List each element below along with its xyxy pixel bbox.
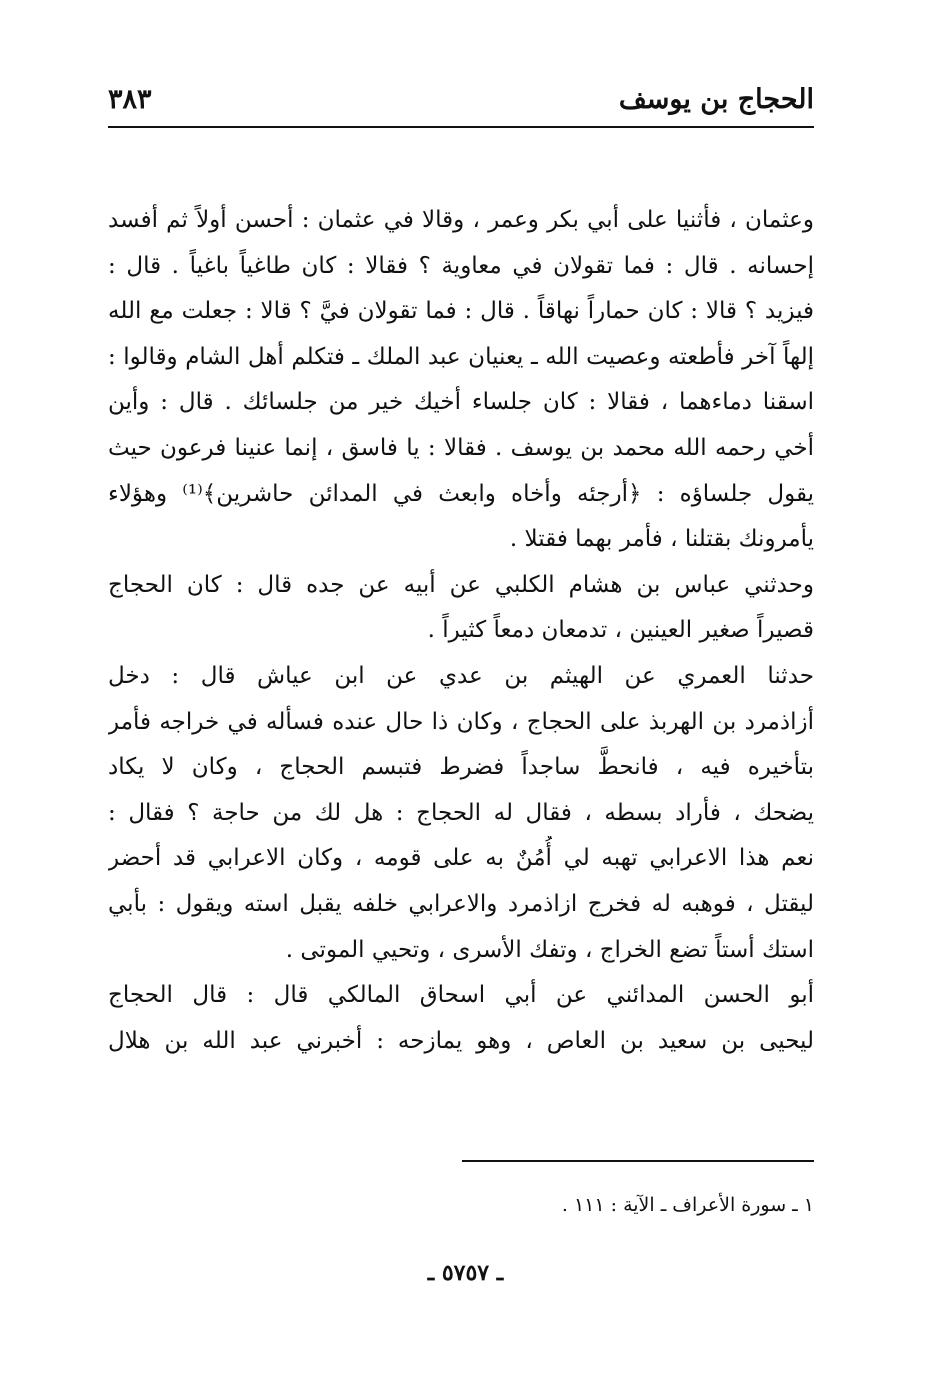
footnote: ١ ـ سورة الأعراف ـ الآية : ١١١ .: [561, 1194, 814, 1216]
text-line: استك أستاً تضع الخراج ، وتفك الأسرى ، وتحيي الموتى .: [285, 936, 814, 963]
header-rule: [108, 126, 814, 128]
running-header: [108, 78, 814, 124]
text-line: قصيراً صغير العينين ، تدمعان دمعاً كثيراً .: [427, 617, 814, 644]
text-line: وعثمان ، فأثنيا على أبي بكر وعمر ، وقالا في عثمان : أحسن أولاً ثم أفسد: [108, 207, 814, 233]
text-line: وحدثني عباس بن هشام الكلبي عن أبيه عن جده قال : كان الحجاج: [108, 571, 814, 598]
text-line: يأمرونك بقتلنا ، فأمر بهما فقتلا .: [509, 526, 814, 553]
folio-number: ـ ٥٧٥٧ ـ: [427, 1260, 504, 1286]
text-line: أبو الحسن المدائني عن أبي اسحاق المالكي قال : قال الحجاج: [108, 982, 814, 1009]
text-line: أخي رحمه الله محمد بن يوسف . فقالا : يا فاسق ، إنما عنينا فرعون حيث: [108, 434, 814, 461]
footnote-rule: [462, 1160, 814, 1162]
text-line: ليحيى بن سعيد بن العاص ، وهو يمازحه : أخبرني عبد الله بن هلال: [108, 1027, 814, 1054]
text-line: ليقتل ، فوهبه له فخرج ازاذمرد والاعرابي خلفه يقبل استه ويقول : بأبي: [108, 890, 814, 917]
text-line: يقول جلساؤه : ﴿أرجئه وأخاه وابعث في المدائن حاشرين﴾⁽¹⁾ وهؤلاء: [108, 480, 814, 507]
header-title: الحجاج بن يوسف: [618, 84, 814, 115]
text-line: فيزيد ؟ قالا : كان حماراً نهاقاً . قال : فما تقولان فيَّ ؟ قالا : جعلت مع الله: [108, 298, 814, 325]
text-line: إحسانه . قال : فما تقولان في معاوية ؟ فقالا : كان طاغياً باغياً . قال :: [108, 252, 814, 279]
text-line: نعم هذا الاعرابي تهبه لي أُمُنٌ به على قومه ، وكان الاعرابي قد أحضر: [108, 845, 814, 872]
text-line: إلهاً آخر فأطعته وعصيت الله ـ يعنيان عبد الملك ـ فتكلم أهل الشام وقالوا :: [108, 343, 814, 370]
text-line: بتأخيره فيه ، فانحطَّ ساجداً فضرط فتبسم الحجاج ، وكان لا يكاد: [108, 754, 814, 781]
text-line: يضحك ، فأراد بسطه ، فقال له الحجاج : هل لك من حاجة ؟ فقال :: [108, 799, 814, 826]
main-text: [108, 198, 814, 1064]
text-line: حدثنا العمري عن الهيثم بن عدي عن ابن عياش قال : دخل: [108, 662, 814, 689]
text-line: اسقنا دماءهما ، فقالا : كان جلساء أخيك خير من جلسائك . قال : وأين: [108, 389, 814, 416]
header-page-number: ٣٨٣: [108, 84, 152, 115]
text-line: أزاذمرد بن الهربذ على الحجاج ، وكان ذا حال عنده فسأله في خراجه فأمر: [108, 708, 814, 735]
